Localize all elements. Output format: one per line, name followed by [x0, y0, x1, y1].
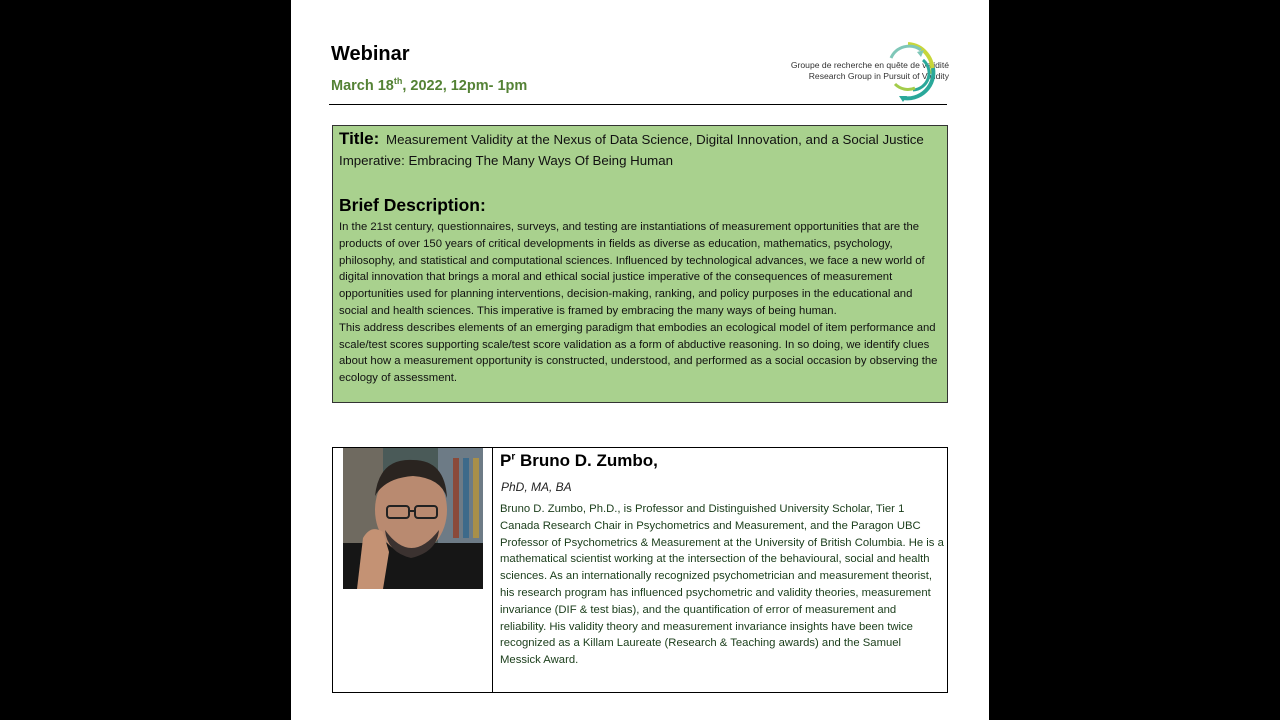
speaker-name	[500, 451, 658, 471]
speaker-title-prefix: P	[500, 451, 512, 470]
speaker-name-text: Bruno D. Zumbo,	[515, 451, 658, 470]
webinar-heading: Webinar	[331, 43, 410, 65]
logo-text-french: Groupe de recherche en quête de validité	[790, 60, 949, 70]
talk-title-text: Measurement Validity at the Nexus of Data Science, Digital Innovation, and a Social Justice Imperative: Embracing The Many Ways Of Being Human	[339, 132, 924, 168]
webinar-date	[331, 76, 527, 94]
date-month-day: March 18	[331, 77, 394, 94]
speaker-table	[332, 447, 948, 693]
speaker-title-prefix-sup: r	[511, 451, 516, 463]
speaker-photo	[343, 448, 483, 589]
description-body	[339, 219, 939, 387]
document-page	[291, 0, 989, 720]
logo-text-english: Research Group in Pursuit of Validity	[808, 71, 949, 81]
description-label: Brief Description:	[339, 195, 486, 215]
research-group-logo-icon	[877, 38, 939, 104]
speaker-bio: Bruno D. Zumbo, Ph.D., is Professor and Distinguished University Scholar, Tier 1 Canada Research Chair in Psychometrics and Measurement, and the Paragon UBC Professor of Psychometrics & Measurement at the University of British Columbia. He is a mathematical scientist working at the intersection of the behavioural, social and health sciences. As an internationally recognized psychometrician and measurement theorist, his research program has influenced psychometric and validity theories, measurement invariance (DIF & test bias), and the quantification of error of measurement and reliability. His validity theory and measurement invariance insights have been twice recognized as a Killam Laureate (Research & Teaching awards) and the Samuel Messick Award.	[500, 503, 944, 667]
talk-info-box	[332, 125, 948, 403]
date-ordinal-suffix: th	[393, 76, 403, 86]
description-paragraph-1: In the 21st century, questionnaires, surveys, and testing are instantiations of measurement opportunities that are the products of over 150 years of critical developments in fields as diverse as education, mathematics, psychology, philosophy, and statistical and computational sciences. Influenced by technological advances, we face a new world of digital innovation that brings a moral and ethical social justice imperative of the consequences of measurement opportunities used for planning interventions, decision-making, ranking, and policy purposes in the educational and social and health sciences. This imperative is framed by embracing the many ways of being human.	[339, 221, 925, 317]
speaker-photo-cell	[333, 448, 493, 692]
description-paragraph-2: This address describes elements of an emerging paradigm that embodies an ecological model of item performance and scale/test scores supporting scale/test score validation as a form of abductive reasoning. In so doing, we identify clues about how a measurement opportunity is constructed, understood, and performed as a social occasion by observing the ecology of assessment.	[339, 321, 938, 385]
header-divider	[329, 104, 947, 105]
speaker-degrees: PhD, MA, BA	[501, 480, 572, 494]
date-time: , 2022, 12pm- 1pm	[402, 77, 528, 94]
talk-title-label: Title:	[339, 129, 380, 148]
